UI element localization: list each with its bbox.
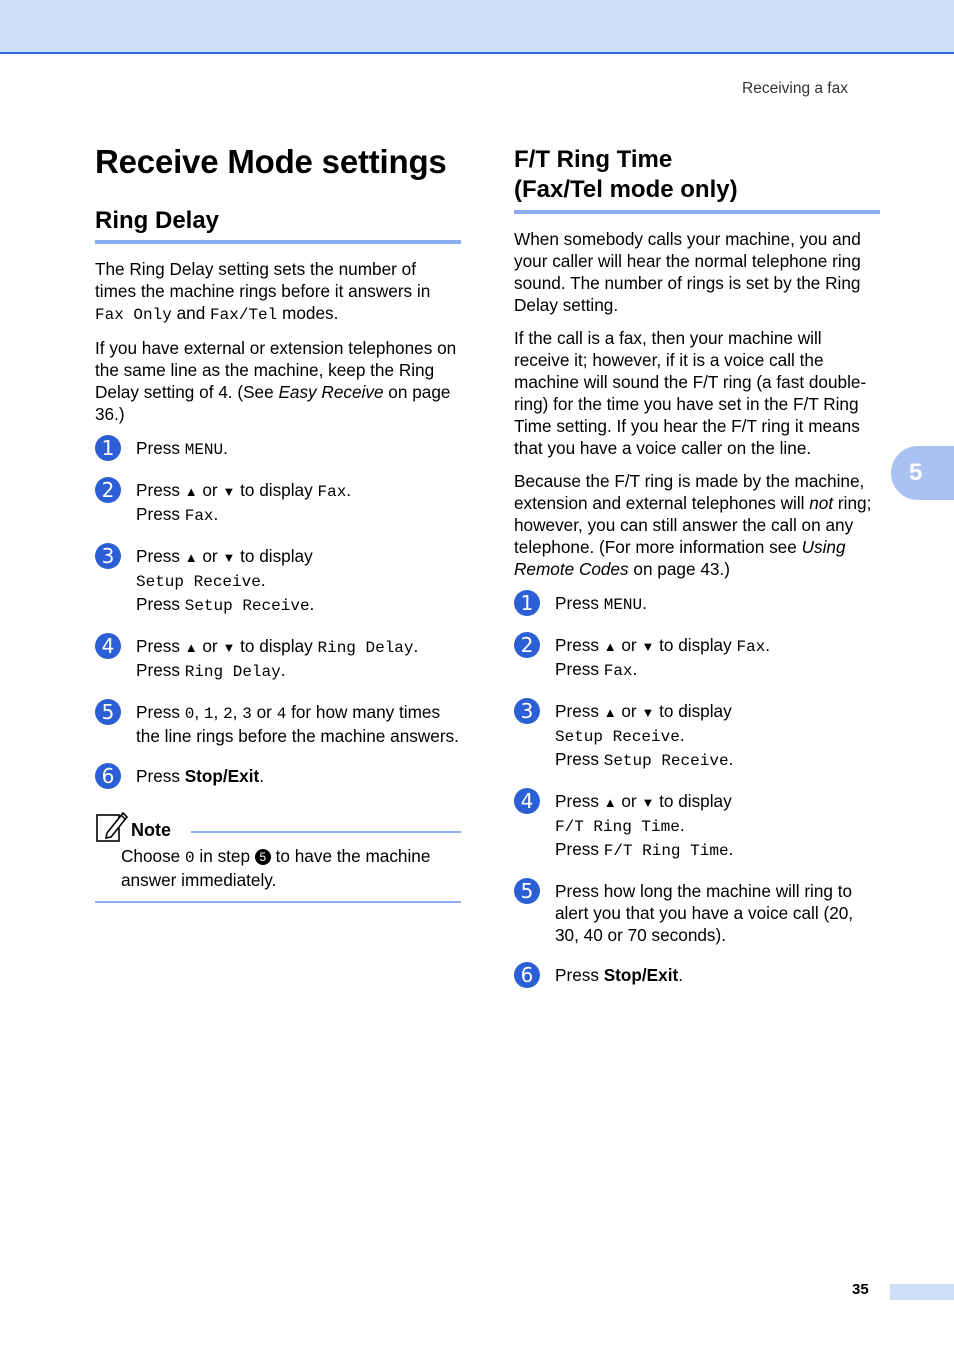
text: .	[728, 839, 734, 859]
step	[95, 701, 461, 747]
menu-value: Fax	[736, 638, 766, 656]
text: .	[413, 636, 419, 656]
key-label: Stop/Exit	[603, 965, 679, 985]
note-divider	[191, 831, 461, 833]
step-number-icon: 5	[514, 878, 540, 904]
up-arrow-icon: ▲	[603, 705, 617, 720]
text: to have the machine answer immediately.	[121, 846, 431, 890]
text: Press	[136, 480, 185, 500]
text: ,	[194, 702, 204, 722]
note-header	[95, 809, 461, 843]
text: for how many times the line rings before the machine answers.	[136, 702, 459, 746]
ring-delay-external-phones	[95, 337, 461, 425]
ft-ring-steps	[514, 592, 880, 986]
note-box	[95, 809, 461, 903]
text: Press	[136, 438, 185, 458]
text: or	[197, 480, 223, 500]
text: .	[642, 593, 647, 613]
note-label: Note	[131, 820, 171, 840]
key-label: 4	[276, 705, 287, 723]
text: Press	[136, 702, 185, 722]
menu-value: Fax	[317, 483, 347, 501]
text: Press	[555, 965, 604, 985]
text: Press	[555, 749, 604, 769]
key-label: 0	[185, 849, 195, 867]
text: ring; however, you can still answer the call on any telephone. (For more information see	[514, 493, 872, 557]
step-number-icon: 2	[95, 477, 121, 503]
down-arrow-icon: ▼	[641, 705, 655, 720]
text: .	[678, 965, 683, 985]
up-arrow-icon: ▲	[184, 550, 198, 565]
step-number-icon: 3	[514, 698, 540, 724]
key-label: MENU	[603, 596, 643, 614]
text: Press	[555, 791, 604, 811]
step	[95, 765, 461, 787]
ft-ring-extension-note	[514, 470, 880, 580]
key-label: 3	[242, 705, 252, 723]
text: or	[251, 702, 277, 722]
down-arrow-icon: ▼	[641, 639, 655, 654]
step-number-icon: 5	[95, 699, 121, 725]
step-number-icon: 4	[95, 633, 121, 659]
text: .	[632, 659, 638, 679]
section-title-ring-delay: Ring Delay	[95, 206, 461, 244]
text: Press	[555, 839, 604, 859]
menu-value: Setup Receive	[603, 752, 729, 770]
text: or	[616, 635, 642, 655]
text: Press	[555, 593, 604, 613]
left-column	[95, 140, 461, 903]
step	[95, 635, 461, 683]
text: Because the F/T ring is made by the machine, extension and external telephones will	[514, 471, 865, 513]
step-number-icon: 1	[95, 435, 121, 461]
note-pencil-icon	[95, 809, 129, 843]
key-label: 2	[223, 705, 233, 723]
menu-value: Fax	[603, 662, 633, 680]
up-arrow-icon: ▲	[603, 639, 617, 654]
menu-value: F/T Ring Time	[555, 818, 680, 836]
mode-fax-only: Fax Only	[95, 306, 172, 324]
step	[95, 437, 461, 461]
title-line: (Fax/Tel mode only)	[514, 176, 738, 203]
cross-reference: Using Remote Codes	[514, 537, 846, 579]
ft-ring-explanation: If the call is a fax, then your machine will receive it; however, if it is a voice call the machine will sound the F/T ring (a fast double-ring) for the time you have set in the F/T Ring Time setting. If you hear the F/T ring it means that you have a voice caller on the line.	[514, 328, 867, 458]
step	[514, 700, 880, 772]
text: .	[260, 570, 266, 590]
text: .	[679, 815, 685, 835]
mode-fax-tel: Fax/Tel	[210, 306, 278, 324]
text: ,	[213, 702, 224, 722]
text: .	[728, 749, 734, 769]
text: .	[346, 480, 352, 500]
section-title-ft-ring-time	[514, 145, 880, 214]
text: to display	[235, 480, 318, 500]
menu-value: Setup Receive	[184, 597, 310, 615]
step-number-icon: 6	[95, 763, 121, 789]
key-label: 1	[203, 705, 214, 723]
step	[514, 790, 880, 862]
title-line: F/T Ring Time	[514, 146, 673, 173]
text: The Ring Delay setting sets the number of times the machine rings before it answers in	[95, 259, 431, 301]
ring-delay-steps	[95, 437, 461, 787]
text: on page 43.)	[628, 559, 730, 579]
text: or	[197, 636, 223, 656]
step	[514, 880, 880, 946]
page-number: 35	[852, 1281, 869, 1298]
menu-value: Setup Receive	[136, 573, 261, 591]
down-arrow-icon: ▼	[222, 484, 236, 499]
step-number-icon: 3	[95, 543, 121, 569]
text: .	[280, 660, 286, 680]
text: .	[223, 438, 228, 458]
text: or	[616, 701, 642, 721]
key-label: Stop/Exit	[184, 766, 260, 786]
key-label: MENU	[184, 441, 224, 459]
up-arrow-icon: ▲	[184, 640, 198, 655]
text: .	[765, 635, 771, 655]
text: Press	[136, 636, 185, 656]
text: .	[259, 766, 264, 786]
emphasis: not	[809, 493, 834, 513]
right-column	[514, 145, 880, 1004]
step-number-icon: 6	[514, 962, 540, 988]
text: to display	[654, 635, 737, 655]
text: ,	[232, 702, 243, 722]
step-number-icon: 1	[514, 590, 540, 616]
step	[514, 634, 880, 682]
text: .	[309, 594, 315, 614]
top-banner	[0, 0, 954, 54]
running-header: Receiving a fax	[742, 80, 848, 97]
note-text	[95, 845, 461, 891]
text: Press	[555, 635, 604, 655]
text: Press	[136, 766, 185, 786]
text: and	[171, 303, 211, 323]
menu-value: Setup Receive	[555, 728, 680, 746]
text: in step	[194, 846, 255, 866]
text: Press	[555, 701, 604, 721]
text: or	[197, 546, 223, 566]
menu-value: Fax	[184, 507, 214, 525]
text: or	[616, 791, 642, 811]
text: .	[679, 725, 685, 745]
text: to display	[235, 546, 313, 566]
step-reference-icon: 5	[255, 849, 271, 865]
text: Press	[555, 659, 604, 679]
chapter-number: 5	[909, 459, 923, 486]
step	[514, 592, 880, 616]
down-arrow-icon: ▼	[222, 550, 236, 565]
page-number-tab	[890, 1284, 954, 1300]
text: to display	[235, 636, 318, 656]
step	[95, 545, 461, 617]
up-arrow-icon: ▲	[184, 484, 198, 499]
cross-reference: Easy Receive	[278, 382, 384, 402]
text: Press how long the machine will ring to alert you that you have a voice call (20, 30, 40 or 70 seconds).	[555, 881, 854, 945]
key-label: 0	[184, 705, 195, 723]
text: on page 36.)	[95, 382, 451, 424]
text: If you have external or extension telephones on the same line as the machine, keep the Ring Delay setting of 4. (See	[95, 338, 457, 402]
text: Choose	[121, 846, 186, 866]
up-arrow-icon: ▲	[603, 795, 617, 810]
down-arrow-icon: ▼	[222, 640, 236, 655]
page-title: Receive Mode settings	[95, 143, 447, 180]
step	[514, 964, 880, 986]
step	[95, 479, 461, 527]
menu-value: Ring Delay	[184, 663, 281, 681]
text: to display	[654, 701, 732, 721]
text: Press	[136, 594, 185, 614]
chapter-tab	[891, 446, 954, 500]
step-number-icon: 4	[514, 788, 540, 814]
text: Press	[136, 660, 185, 680]
down-arrow-icon: ▼	[641, 795, 655, 810]
text: modes.	[277, 303, 339, 323]
step-number-icon: 2	[514, 632, 540, 658]
text: Press	[136, 546, 185, 566]
text: Press	[136, 504, 185, 524]
text: to display	[654, 791, 732, 811]
menu-value: Ring Delay	[317, 639, 414, 657]
ring-delay-intro	[95, 258, 461, 326]
text: .	[213, 504, 219, 524]
ft-ring-intro: When somebody calls your machine, you and your caller will hear the normal telephone ring sound. The number of rings is set by the Ring Delay setting.	[514, 229, 861, 315]
menu-value: F/T Ring Time	[603, 842, 729, 860]
